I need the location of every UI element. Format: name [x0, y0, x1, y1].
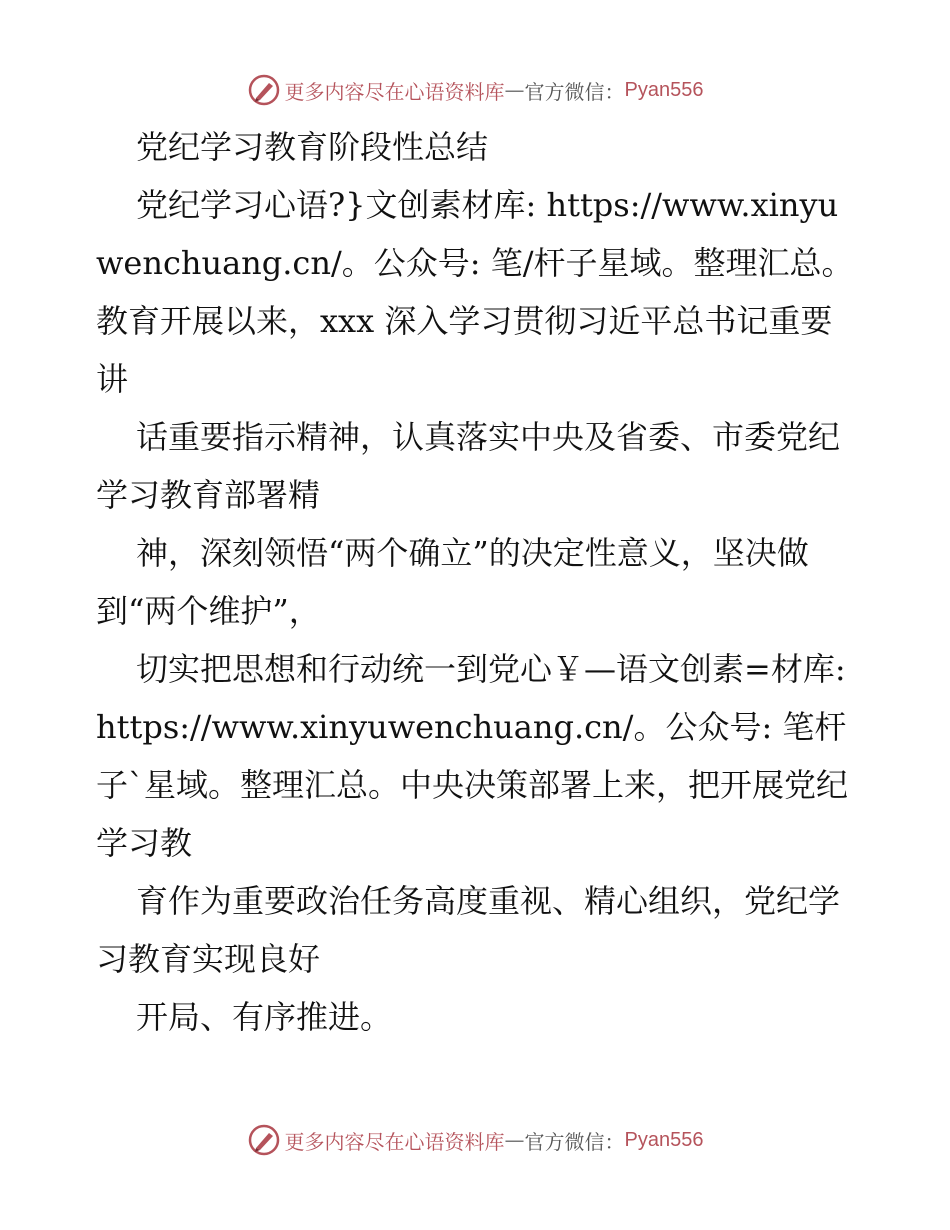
pen-logo-icon [247, 1123, 281, 1157]
banner-wechat-id: Pyan556 [624, 78, 704, 101]
paragraph: 育作为重要政治任务高度重视、精心组织，党纪学习教育实现良好 [96, 882, 841, 978]
pen-logo-icon [247, 73, 281, 107]
header-banner [0, 70, 950, 110]
footer-banner [0, 1120, 950, 1160]
banner-text: 更多内容尽在心语资料库 [284, 1129, 505, 1154]
banner-text: 更多内容尽在心语资料库 [284, 79, 505, 104]
banner-separator: — [504, 78, 525, 102]
banner-wechat-label: 官方微信： [524, 1129, 625, 1154]
paragraph: 神，深刻领悟“两个确立”的决定性意义，坚决做到“两个维护”， [96, 534, 809, 630]
document-title: 党纪学习教育阶段性总结 [136, 128, 489, 166]
banner-wechat-label: 官方微信： [524, 79, 625, 104]
document-body [96, 118, 856, 1046]
banner-separator: — [504, 1128, 525, 1152]
paragraph: 开局、有序推进。 [136, 998, 393, 1036]
paragraph: 切实把思想和行动统一到党心￥—语文创素=材库: https://www.xinyuwenchuang.cn/。公众号: 笔杆子`星域。整理汇总。中央决策部署上来，把开展党纪学习教 [96, 650, 849, 862]
banner-wechat-id: Pyan556 [624, 1128, 704, 1151]
paragraph: 党纪学习心语?}文创素材库: https://www.xinyuwenchuang.cn/。公众号: 笔/杆子星域。整理汇总。教育开展以来，xxx 深入学习贯彻习近平总书记重要讲 [96, 186, 854, 398]
paragraph: 话重要指示精神，认真落实中央及省委、市委党纪学习教育部署精 [96, 418, 841, 514]
